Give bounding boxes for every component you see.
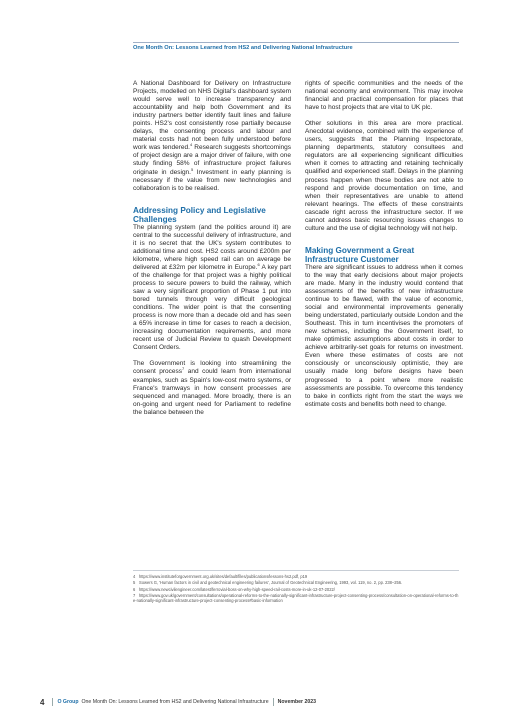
paragraph-text: The planning system (and the politics around it) are central to the successful delivery of infrastructure, and it is no secret that the UK's system contributes to additional time and cost. HS2 costs around £200m per kilometre, where high speed rail can on average be delivered at £32m per kilometre in Europe.: [133, 223, 291, 271]
footnote-number: 4: [133, 574, 136, 579]
footnote-ref: 4: [189, 142, 193, 148]
paragraph: There are significant issues to address when it comes to the way that early decisions about major projects are made. Many in the industry would contend that assessments of the benefits of new infrastructure continue to be flawed, with the value of economic, social and environmental improvements generally being understated, particularly outside London and the Southeast. This in turn incentivises the promoters of new schemes, including the Government itself, to make optimistic assumptions about costs in order to achieve arbitrarily-set goals for returns on investment. Even where these estimates of costs are not consciously or unconsciously optimistic, they are usually made long before designs have been progressed to a point where more realistic assessments are possible. To overcome this tendency to bake in conflicts right from the start the ways we estimate costs and benefits both need to change.: [305, 263, 463, 408]
footer-divider: [273, 698, 274, 706]
paragraph-text: and could learn from international examples, such as Spain's low-cost metro systems, or France's tramways in how consent processes are sequenced and managed. More broadly, there is an on-going and urgent need for Parliament to redefine the balance between the: [133, 368, 291, 416]
footnote-ref: 6: [257, 261, 260, 267]
paragraph-text: The Government is looking into streamlining the consent process: [133, 360, 291, 376]
page-footer: [40, 697, 316, 707]
paragraph-text: Research suggests shortcomings of project design are a major driver of failure, with one study finding 58% of infrastructure project failures originate in design.: [133, 144, 291, 176]
footnotes: [133, 574, 459, 605]
page-number: 4: [40, 697, 45, 707]
section-heading: Making Government a Great Infrastructure Customer: [305, 245, 415, 264]
paragraph-text: Investment in early planning is necessary if the value from new technologies and collaboration is to be realised.: [133, 168, 291, 192]
paragraph: Other solutions in this area are more practical. Anecdotal evidence, combined with the experience of users, suggests that the Planning Inspectorate, planning departments, statutory consultees and regulators are all experiencing significant difficulties when it comes to attracting and retaining technically qualified and experienced staff. Delays in the planning process happen when these bodies are not able to respond and provide documentation on time, and when their representatives are unable to attend relevant hearings. The effects of these constraints cascade right across the infrastructure sector. If we cannot address basic resourcing issues changes to culture and the use of digital technology will not help.: [305, 120, 463, 232]
footnote-text: Sowers G, 'Human factors in civil and geotechnical engineering failures', Journal of Geotechnical Engineering, 1993, vol. 119, no. 2, pp. 238–256.: [139, 580, 403, 586]
footnote-text[interactable]: https://www.instituteforgovernment.org.uk/sites/default/files/publications/lessons-hs2.pdf, p19: [139, 574, 308, 579]
footnote-number: 6: [133, 586, 136, 592]
footer-date: November 2023: [277, 699, 316, 705]
footnote-ref: 5: [190, 166, 194, 172]
footnote: [133, 587, 459, 592]
brand-logo: O Group: [57, 699, 79, 705]
paragraph: rights of specific communities and the needs of the national economy and environment. This may involve financial and practical compensation for places that have to host projects that are vital to UK plc.: [305, 80, 463, 112]
header-rule: [133, 42, 459, 43]
footnote-number: 5: [133, 580, 136, 586]
paragraph-text: A National Dashboard for Delivery on Infrastructure Projects, modelled on NHS Digital's dashboard system would serve well to increase transparency and accountability and help both Government and its industry partners better identify fault lines and failure points. HS2's cost consistently rose partially because delays, the consenting process and labour and material costs had not been fully understood before work was tendered.: [133, 80, 291, 152]
footnote: [133, 580, 459, 585]
section-heading: Addressing Policy and Legislative Challenges: [133, 205, 266, 224]
right-column: [305, 80, 463, 417]
footer-divider: [52, 698, 53, 706]
footnote-ref: 7: [182, 366, 185, 372]
paragraph: [133, 80, 291, 193]
footnote-text[interactable]: https://www.newcivilengineer.com/latest/ferrovial-boss-on-why-high-speed-rail-costs-more-in-uk-12-07-2022/: [139, 586, 335, 592]
footer-title: One Month On: Lessons Learned from HS2 and Delivering National Infrastructure: [81, 699, 269, 705]
paragraph: [133, 360, 291, 416]
paragraph: [133, 224, 291, 353]
footnote: [133, 593, 459, 603]
paragraph-text: A key part of the challenge for that project was a highly political process to secure powers to build the railway, which saw a very significant proportion of Phase 1 put into bored tunnels through very difficult geological conditions. The wider point is that the consenting process is now more than a decade old and has seen a 65% increase in time for cases to reach a decision, increasing documentation requirements, and more recent use of Judicial Review to quash Development Consent Orders.: [133, 263, 291, 352]
footnote: [133, 574, 459, 579]
footnote-number: 7: [133, 593, 136, 599]
footnote-text[interactable]: https://www.gov.uk/government/consultations/operational-reforms-to-the-nationally-significant-infrastructure-project-consenting-process/consultation-on-operational-reforms-to-the-nationally-significant-infrastructure-project-consenting-process#basic-information: [133, 593, 459, 604]
footnote-rule: [133, 570, 459, 571]
left-column: [133, 80, 291, 425]
running-title: One Month On: Lessons Learned from HS2 and Delivering National Infrastructure: [133, 45, 353, 51]
